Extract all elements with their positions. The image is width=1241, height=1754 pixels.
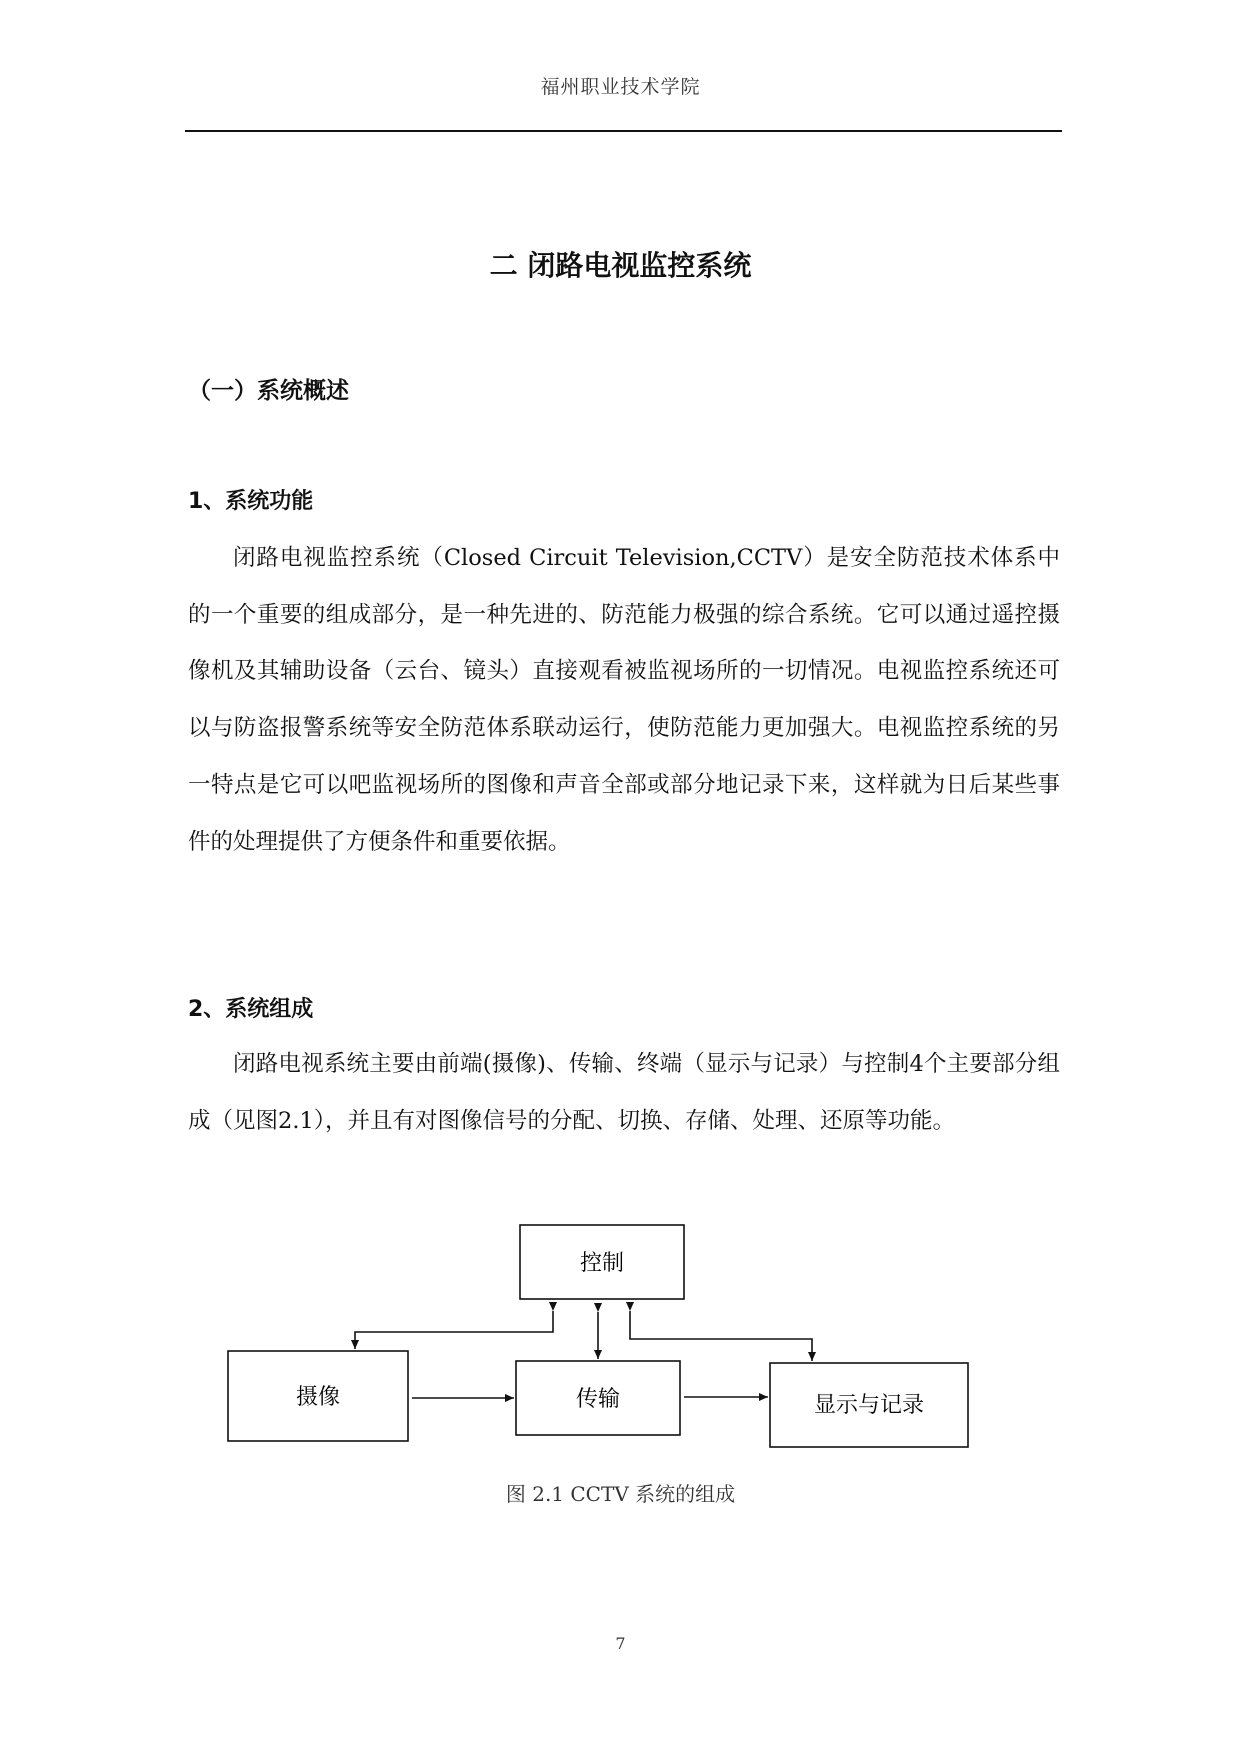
transmission-node-label: 传输: [575, 1387, 621, 1412]
cctv-composition-diagram: [200, 1205, 1000, 1465]
control-node: [520, 1225, 684, 1299]
subsection-heading-function: 1、系统功能: [188, 489, 314, 514]
header-rule: [185, 130, 1062, 132]
connector-camera-control: [355, 1311, 553, 1349]
running-header: 福州职业技术学院: [540, 76, 701, 98]
camera-node-label: 摄像: [295, 1385, 341, 1410]
section-title: （一）系统概述: [188, 378, 349, 404]
display-record-node: [770, 1363, 968, 1447]
paragraph-composition: 闭路电视系统主要由前端(摄像)、传输、终端（显示与记录）与控制4个主要部分组成（见图2.1），并且有对图像信号的分配、切换、存储、处理、还原等功能。: [188, 1051, 1060, 1134]
transmission-node: [516, 1361, 680, 1435]
display-record-node-label: 显示与记录: [813, 1393, 925, 1418]
connector-display-control: [630, 1311, 812, 1361]
camera-node: [228, 1351, 408, 1441]
page-number: 7: [615, 1634, 626, 1653]
figure-caption: 图 2.1 CCTV 系统的组成: [505, 1482, 736, 1506]
chapter-title: 二 闭路电视监控系统: [489, 249, 752, 282]
subsection-heading-composition: 2、系统组成: [188, 997, 314, 1022]
paragraph-function: 闭路电视监控系统（Closed Circuit Television,CCTV）是安全防范技术体系中的一个重要的组成部分，是一种先进的、防范能力极强的综合系统。它可以通过遥控摄像机及其辅助设备（云台、镜头）直接观看被监视场所的一切情况。电视监控系统还可以与防盗报警系统等安全防范体系联动运行，使防范能力更加强大。电视监控系统的另一特点是它可以吧监视场所的图像和声音全部或部分地记录下来，这样就为日后某些事件的处理提供了方便条件和重要依据。: [188, 545, 1060, 855]
control-node-label: 控制: [579, 1251, 625, 1276]
